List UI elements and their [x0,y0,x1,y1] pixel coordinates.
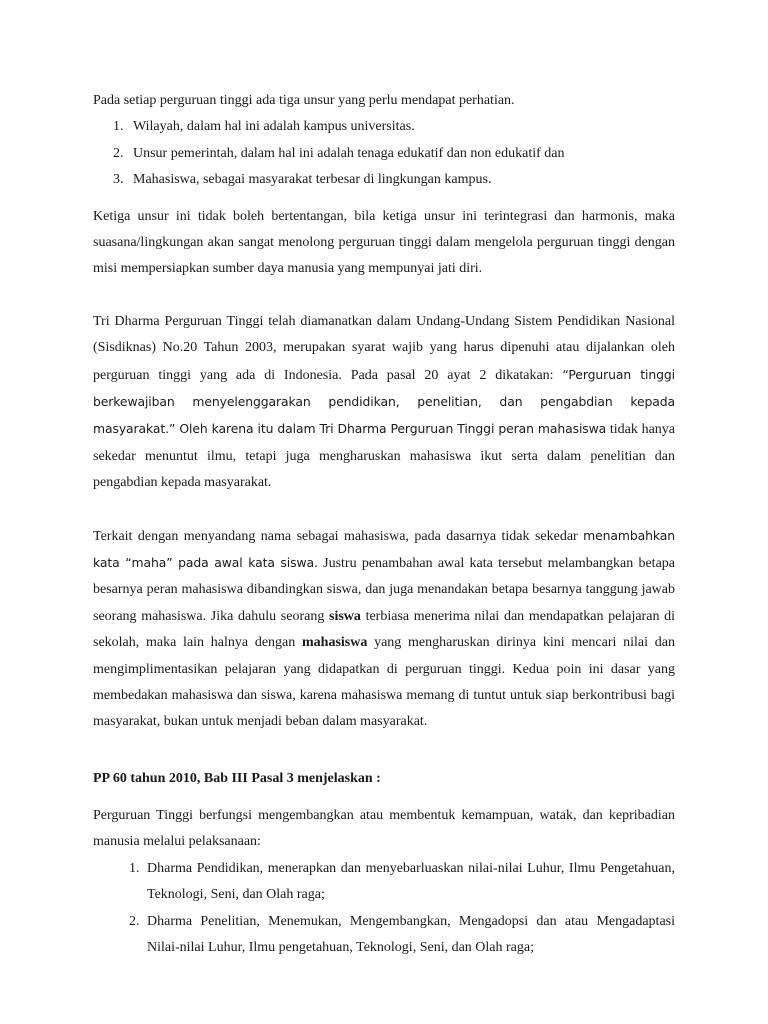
document-page [93,88,675,962]
paragraph-tri-dharma [93,309,675,497]
dharma-list [93,856,675,962]
list-number: 3. [113,172,124,187]
unsur-list [93,114,675,194]
list-text: Unsur pemerintah, dalam hal ini adalah tenaga edukatif dan non edukatif dan [133,145,565,161]
text-run: Justru penambahan awal kata tersebut melambangkan betapa besarnya peran mahasiswa dibandingkan siswa, dan juga menandakan betapa besarnya tanggung jawab seorang mahasiswa. Jika dahulu seorang [93,555,676,624]
bold-siswa: siswa [329,608,361,624]
sans-text: menambahkan kata “maha” pada awal kata siswa. [93,527,675,570]
list-item [113,141,675,168]
list-number: 1. [129,860,140,876]
text-run: Terkait dengan menyandang nama sebagai mahasiswa, pada dasarnya tidak sekedar [93,528,578,544]
paragraph-ketiga-unsur: Ketiga unsur ini tidak boleh bertentangan, bila ketiga unsur ini terintegrasi dan harmonis, maka suasana/lingkungan akan sangat menolong perguruan tinggi dalam mengelola perguruan tinggi dengan misi mempersiapkan sumber daya manusia yang mempunyai jati diri. [93,208,675,277]
list-text: Wilayah, dalam hal ini adalah kampus universitas. [133,119,415,134]
section-heading: PP 60 tahun 2010, Bab III Pasal 3 menjelaskan : [93,770,381,786]
list-number: 2. [129,913,140,929]
text-run: Tri Dharma Perguruan Tinggi telah diamanatkan dalam Undang-Undang Sistem Pendidikan Nasional (Sisdiknas) No.20 Tahun 2003, merupakan syarat wajib yang harus dipenuhi atau dijalankan oleh perguruan tinggi yang ada di Indonesia. Pada pasal 20 ayat 2 dikatakan: [93,313,675,383]
list-text: Dharma Penelitian, Menemukan, Mengembangkan, Mengadopsi dan atau Mengadaptasi Nilai-nilai Luhur, Ilmu pengetahuan, Teknologi, Seni, dan Olah raga; [147,913,675,956]
intro-sentence: Pada setiap perguruan tinggi ada tiga unsur yang perlu mendapat perhatian. [93,93,515,108]
bold-mahasiswa: mahasiswa [302,635,368,651]
list-item [129,909,675,962]
list-item [113,114,675,141]
text-run: yang mengharuskan dirinya kini mencari nilai dan mengimplimentasikan pelajaran yang didapatkan di perguruan tinggi. Kedua poin ini dasar yang membedakan mahasiswa dan siswa, karena mahasiswa memang di tuntut untuk siap berkontribusi bagi masyarakat, bukan untuk menjadi beban dalam masyarakat. [93,635,675,730]
paragraph-mahasiswa [93,523,675,736]
list-text: Mahasiswa, sebagai masyarakat terbesar di lingkungan kampus. [133,172,492,187]
paragraph-fungsi: Perguruan Tinggi berfungsi mengembangkan atau membentuk kemampuan, watak, dan kepribadian manusia melalui pelaksanaan: [93,807,675,850]
list-number: 1. [113,119,124,134]
list-item [129,856,675,909]
text-run: tidak hanya sekedar menuntut ilmu, tetapi juga mengharuskan mahasiswa ikut serta dalam penelitian dan pengabdian kepada masyarakat. [93,422,676,491]
list-number: 2. [113,145,124,161]
quote-text: “Perguruan tinggi berkewajiban menyelenggarakan pendidikan, penelitian, dan pengabdian kepada masyarakat.” Oleh karena itu dalam Tri Dharma Perguruan Tinggi peran mahasiswa [93,366,676,437]
list-text: Dharma Pendidikan, menerapkan dan menyebarluaskan nilai-nilai Luhur, Ilmu Pengetahuan, Teknologi, Seni, dan Olah raga; [147,860,675,903]
list-item [113,167,675,194]
text-run: terbiasa menerima nilai dan mendapatkan pelajaran di sekolah, maka lain halnya dengan [93,608,675,651]
